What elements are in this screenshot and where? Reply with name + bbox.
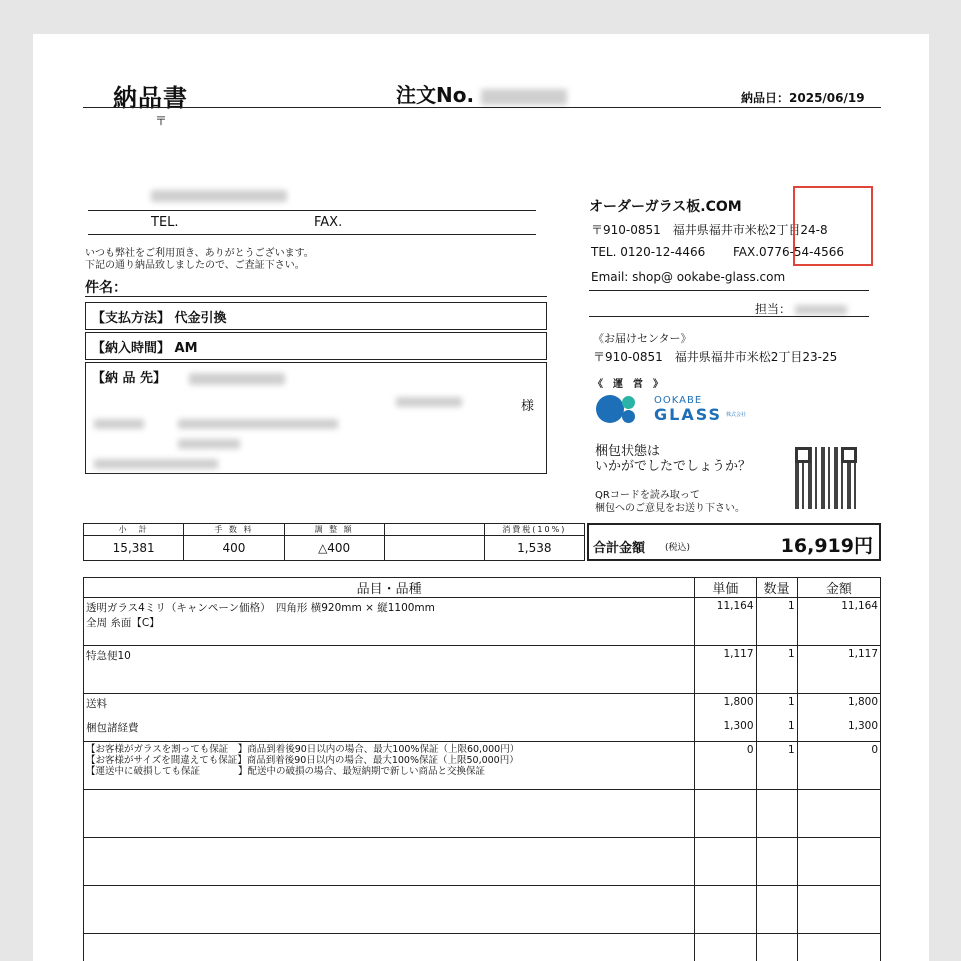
operator-label: 《 運 営 》 — [593, 379, 663, 390]
survey-line-1: 梱包状態は — [595, 444, 661, 459]
honorific: 様 — [520, 399, 534, 414]
empty-cell — [84, 886, 695, 934]
logo-circle-large-icon — [596, 395, 624, 423]
delivery-time-row — [85, 332, 547, 360]
redacted-staff — [795, 305, 847, 315]
item-name-line: 透明ガラス4ミリ（キャンペーン価格） 四角形 横920mm × 縦1100mm — [86, 602, 435, 614]
time-value: AM — [174, 341, 198, 356]
empty-cell — [756, 838, 797, 886]
item-name-line: 梱包諸経費 — [86, 722, 139, 734]
staff-label: 担当： — [755, 302, 792, 316]
redacted-postal — [94, 419, 144, 429]
item-price-line: 1,300 — [723, 720, 754, 732]
greeting-line-1: いつも弊社をご利用頂き、ありがとうございます。 — [85, 248, 314, 259]
item-name — [84, 694, 695, 742]
greeting-line-2: 下記の通り納品致しましたので、ご査証下さい。 — [85, 260, 305, 271]
delivery-date — [741, 89, 865, 106]
ookabe-glass-logo — [596, 395, 766, 427]
redacted-address — [178, 419, 338, 429]
logo-big-text: GLASS — [654, 405, 723, 424]
item-amount-line: 1,300 — [847, 720, 878, 732]
qr-code-icon[interactable] — [795, 447, 857, 509]
item-name-line: 【お客様がサイズを間違えても保証】商品到着後90日以内の場合、最大100%保証（上限50,000円） — [86, 755, 519, 766]
time-label: 【納入時間】 — [92, 341, 171, 356]
redacted-recipient — [396, 397, 462, 407]
document-title: 納品書 — [113, 84, 188, 112]
shop-email: Email: shop@ ookabe-glass.com — [591, 270, 786, 284]
empty-cell — [797, 838, 880, 886]
postal-mark: 〒 — [155, 114, 168, 128]
item-amount: 11,164 — [797, 598, 880, 646]
item-qty: 1 — [756, 646, 797, 694]
redacted-destination — [189, 373, 285, 385]
items-header-price: 単価 — [695, 578, 756, 598]
shop-tel: TEL. 0120-12-4466 — [591, 245, 706, 259]
redacted-address-2 — [178, 439, 240, 449]
staff — [755, 300, 847, 317]
total-label: 合計金額 — [593, 541, 646, 556]
date-label: 納品日： — [741, 91, 790, 105]
redacted-order-number — [481, 89, 567, 105]
summary-table — [83, 523, 585, 561]
table-row-empty — [84, 934, 881, 961]
item-qty-line: 1 — [787, 720, 795, 732]
item-amount — [797, 694, 880, 742]
logo-suffix: 株式会社 — [726, 412, 747, 418]
order-label: 注文No. — [396, 83, 475, 107]
empty-cell — [797, 790, 880, 838]
order-number — [396, 79, 567, 108]
empty-cell — [695, 838, 756, 886]
empty-cell — [84, 790, 695, 838]
subject-label: 件名： — [85, 280, 127, 296]
summary-subtotal: 15,381 — [84, 536, 184, 561]
item-name-line: 送料 — [86, 698, 107, 710]
total-box — [587, 523, 881, 561]
empty-cell — [84, 838, 695, 886]
table-row-empty — [84, 886, 881, 934]
center-address: 〒910-0851 福井県福井市米松2丁目23-25 — [593, 350, 838, 364]
empty-cell — [797, 886, 880, 934]
shop-rule — [589, 290, 869, 291]
summary-adjustment: △400 — [284, 536, 384, 561]
summary-header-adjustment: 調 整 額 — [284, 524, 384, 536]
empty-cell — [756, 934, 797, 961]
date-value: 2025/06/19 — [789, 91, 865, 105]
item-price: 1,117 — [695, 646, 756, 694]
item-qty — [756, 694, 797, 742]
logo-small-text: OOKABE — [654, 395, 703, 406]
item-name-line: 【運送中に破損しても保証 】配送中の破損の場合、最短納期で新しい商品と交換保証 — [86, 766, 486, 777]
item-price: 0 — [695, 742, 756, 790]
table-row — [84, 598, 881, 646]
table-row — [84, 694, 881, 742]
summary-fee: 400 — [184, 536, 284, 561]
item-qty: 1 — [756, 598, 797, 646]
logo-circle-teal-icon — [622, 396, 635, 409]
summary-tax: 1,538 — [484, 536, 584, 561]
item-name-line: 全周 糸面【C】 — [86, 617, 160, 629]
item-price: 11,164 — [695, 598, 756, 646]
redacted-phone — [94, 459, 218, 469]
item-price-line: 1,800 — [723, 696, 754, 708]
items-header-amount: 金額 — [797, 578, 880, 598]
empty-cell — [695, 934, 756, 961]
table-row-empty — [84, 838, 881, 886]
header-rule — [83, 107, 881, 108]
shop-address: 〒910-0851 福井県福井市米松2丁目24-8 — [591, 223, 828, 237]
item-amount-line: 1,800 — [847, 696, 878, 708]
item-name — [84, 742, 695, 790]
survey-line-2: いかがでしたでしょうか？ — [595, 459, 752, 474]
shop-fax: FAX.0776-54-4566 — [733, 245, 845, 259]
empty-cell — [84, 934, 695, 961]
table-row — [84, 646, 881, 694]
item-qty: 1 — [756, 742, 797, 790]
empty-cell — [797, 934, 880, 961]
table-row-empty — [84, 790, 881, 838]
summary-header-tax: 消費税(10%) — [484, 524, 584, 536]
payment-label: 【支払方法】 — [92, 311, 171, 326]
item-qty-line: 1 — [787, 696, 795, 708]
customer-rule-2 — [88, 234, 536, 235]
logo-circle-small-icon — [622, 410, 635, 423]
table-row — [84, 742, 881, 790]
items-header-name: 品目・品種 — [84, 578, 695, 598]
redacted-customer-name — [151, 190, 287, 202]
empty-cell — [756, 886, 797, 934]
center-label: 《お届けセンター》 — [593, 332, 692, 345]
survey-line-3: QRコードを読み取って — [595, 490, 700, 501]
item-name-line: 【お客様がガラスを割っても保証 】商品到着後90日以内の場合、最大100%保証（上限60,000円） — [86, 744, 520, 755]
customer-rule-1 — [88, 210, 536, 211]
empty-cell — [695, 790, 756, 838]
tel-label: TEL. — [151, 215, 179, 230]
staff-rule — [589, 316, 869, 317]
items-table — [83, 577, 881, 961]
empty-cell — [695, 886, 756, 934]
total-note: (税込) — [665, 543, 691, 553]
subject-rule — [85, 296, 547, 297]
item-amount: 1,117 — [797, 646, 880, 694]
payment-method-row — [85, 302, 547, 330]
delivery-note — [33, 34, 929, 961]
payment-value: 代金引換 — [174, 311, 227, 326]
summary-header-subtotal: 小 計 — [84, 524, 184, 536]
item-amount: 0 — [797, 742, 880, 790]
item-name — [84, 598, 695, 646]
fax-label: FAX. — [314, 215, 343, 230]
item-price — [695, 694, 756, 742]
summary-header-fee: 手 数 料 — [184, 524, 284, 536]
delivery-destination-box — [85, 362, 547, 474]
survey-line-4: 梱包へのご意見をお送り下さい。 — [595, 503, 745, 514]
shop-name: オーダーガラス板.COM — [589, 199, 742, 215]
destination-label: 【納 品 先】 — [92, 371, 167, 386]
summary-blank — [384, 536, 484, 561]
company-seal-stamp — [793, 186, 873, 266]
items-header-qty: 数量 — [756, 578, 797, 598]
item-name: 特急便10 — [84, 646, 695, 694]
summary-header-blank — [384, 524, 484, 536]
empty-cell — [756, 790, 797, 838]
total-value: 16,919円 — [780, 535, 873, 557]
